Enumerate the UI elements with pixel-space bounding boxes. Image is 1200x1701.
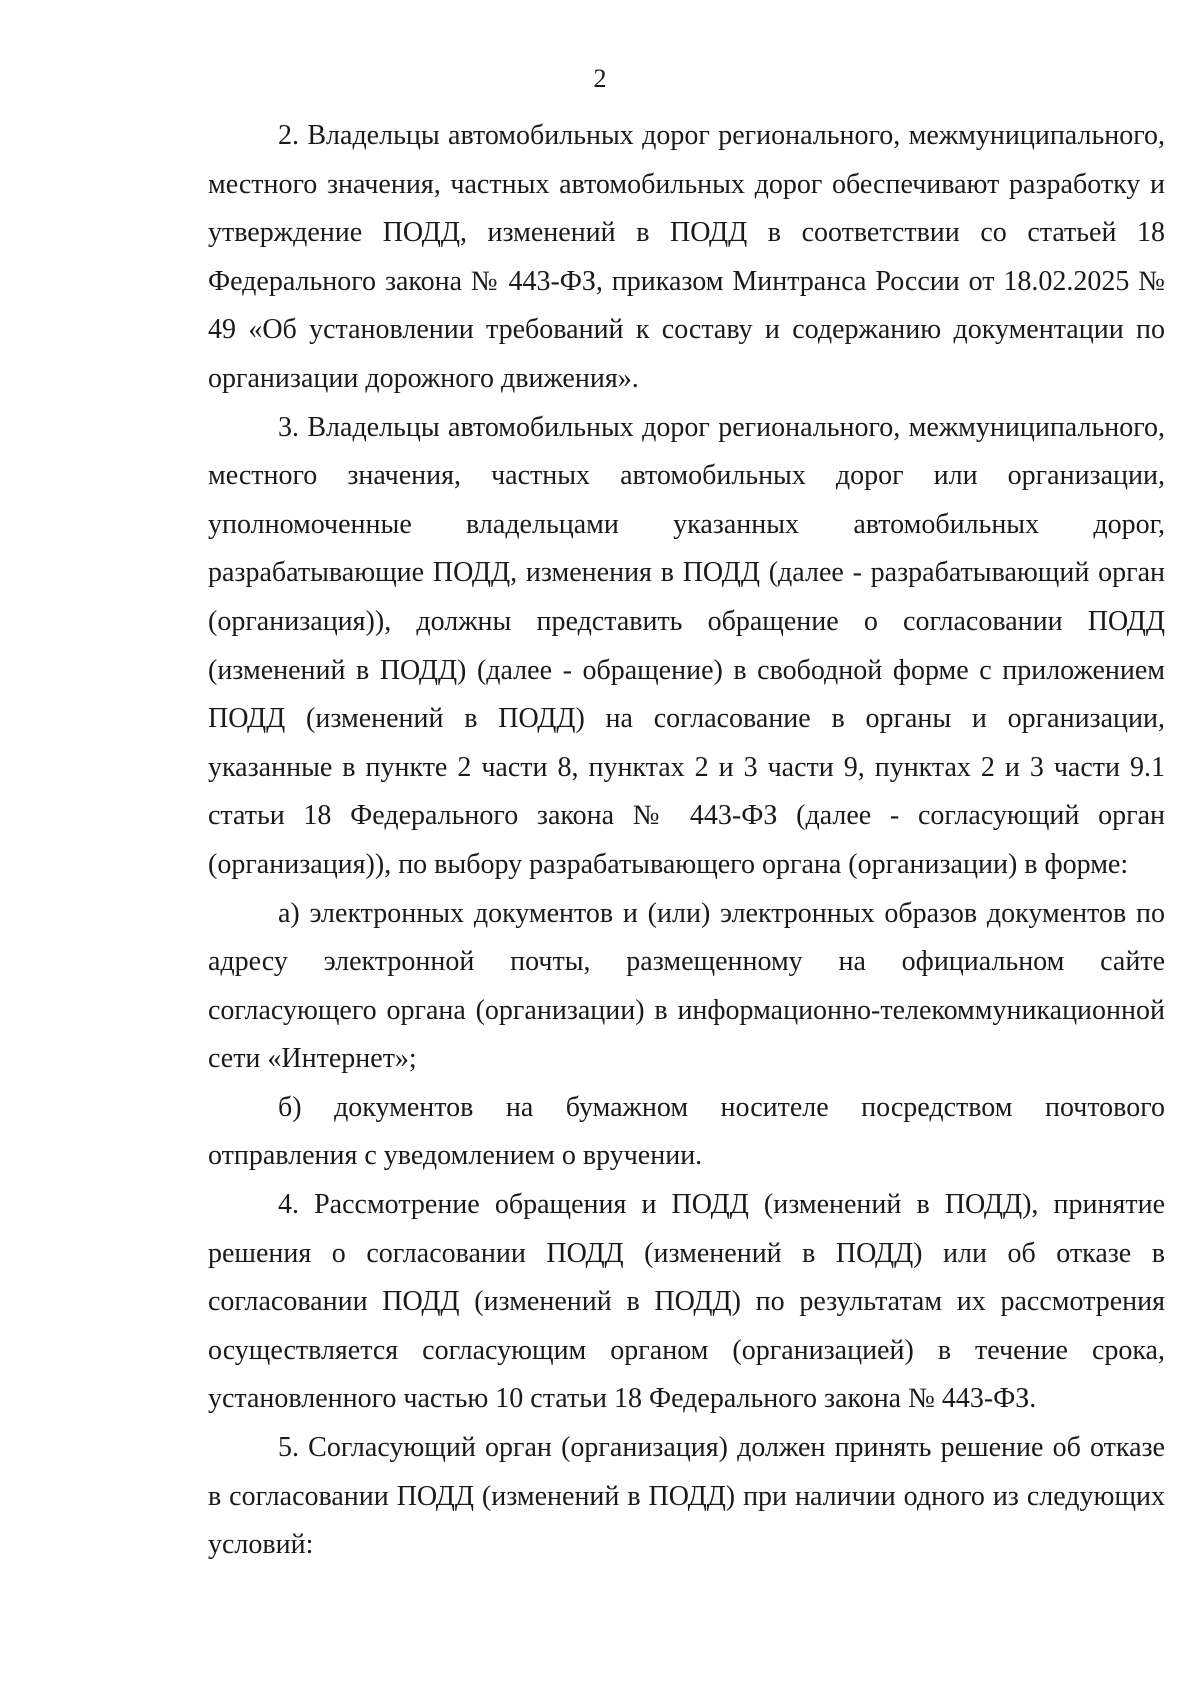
paragraph-5: 5. Согласующий орган (организация) должен принять решение об отказе в согласовании ПОДД (изменений в ПОДД) при наличии одного из следующих условий:	[208, 1432, 1165, 1561]
paragraph-2: 2. Владельцы автомобильных дорог регионального, межмуниципального, местного значения, частных автомобильных дорог обеспечивают разработку и утверждение ПОДД, изменений в ПОДД в соответствии со статьей 18 Федерального закона № 443-ФЗ, приказом Минтранса России от 18.02.2025 № 49 «Об установлении требований к составу и содержанию документации по организации дорожного движения».	[208, 120, 1165, 394]
paragraph-4: 4. Рассмотрение обращения и ПОДД (изменений в ПОДД), принятие решения о согласовании ПОДД (изменений в ПОДД) или об отказе в согласовании ПОДД (изменений в ПОДД) по результатам их рассмотрения осуществляется согласующим органом (организацией) в течение срока, установленного частью 10 статьи 18 Федерального закона № 443-ФЗ.	[208, 1189, 1165, 1415]
paragraph-3: 3. Владельцы автомобильных дорог регионального, межмуниципального, местного значения, частных автомобильных дорог или организации, уполномоченные владельцами указанных автомобильных дорог, разрабатывающие ПОДД, изменения в ПОДД (далее - разрабатывающий орган (организация)), должны представить обращение о согласовании ПОДД (изменений в ПОДД) (далее - обращение) в свободной форме с приложением ПОДД (изменений в ПОДД) на согласование в органы и организации, указанные в пункте 2 части 8, пунктах 2 и 3 части 9, пунктах 2 и 3 части 9.1 статьи 18 Федерального закона № 443-ФЗ (далее - согласующий орган (организация)), по выбору разрабатывающего органа (организации) в форме:	[208, 411, 1165, 880]
paragraph-3a: а) электронных документов и (или) электронных образов документов по адресу электронной почты, размещенному на официальном сайте согласующего органа (организации) в информационно-телекоммуникационной сети «Интернет»;	[208, 897, 1165, 1075]
document-body	[208, 112, 1165, 1570]
page-number: 2	[593, 64, 607, 93]
paragraph-3b: б) документов на бумажном носителе посредством почтового отправления с уведомлением о вручении.	[208, 1091, 1165, 1172]
